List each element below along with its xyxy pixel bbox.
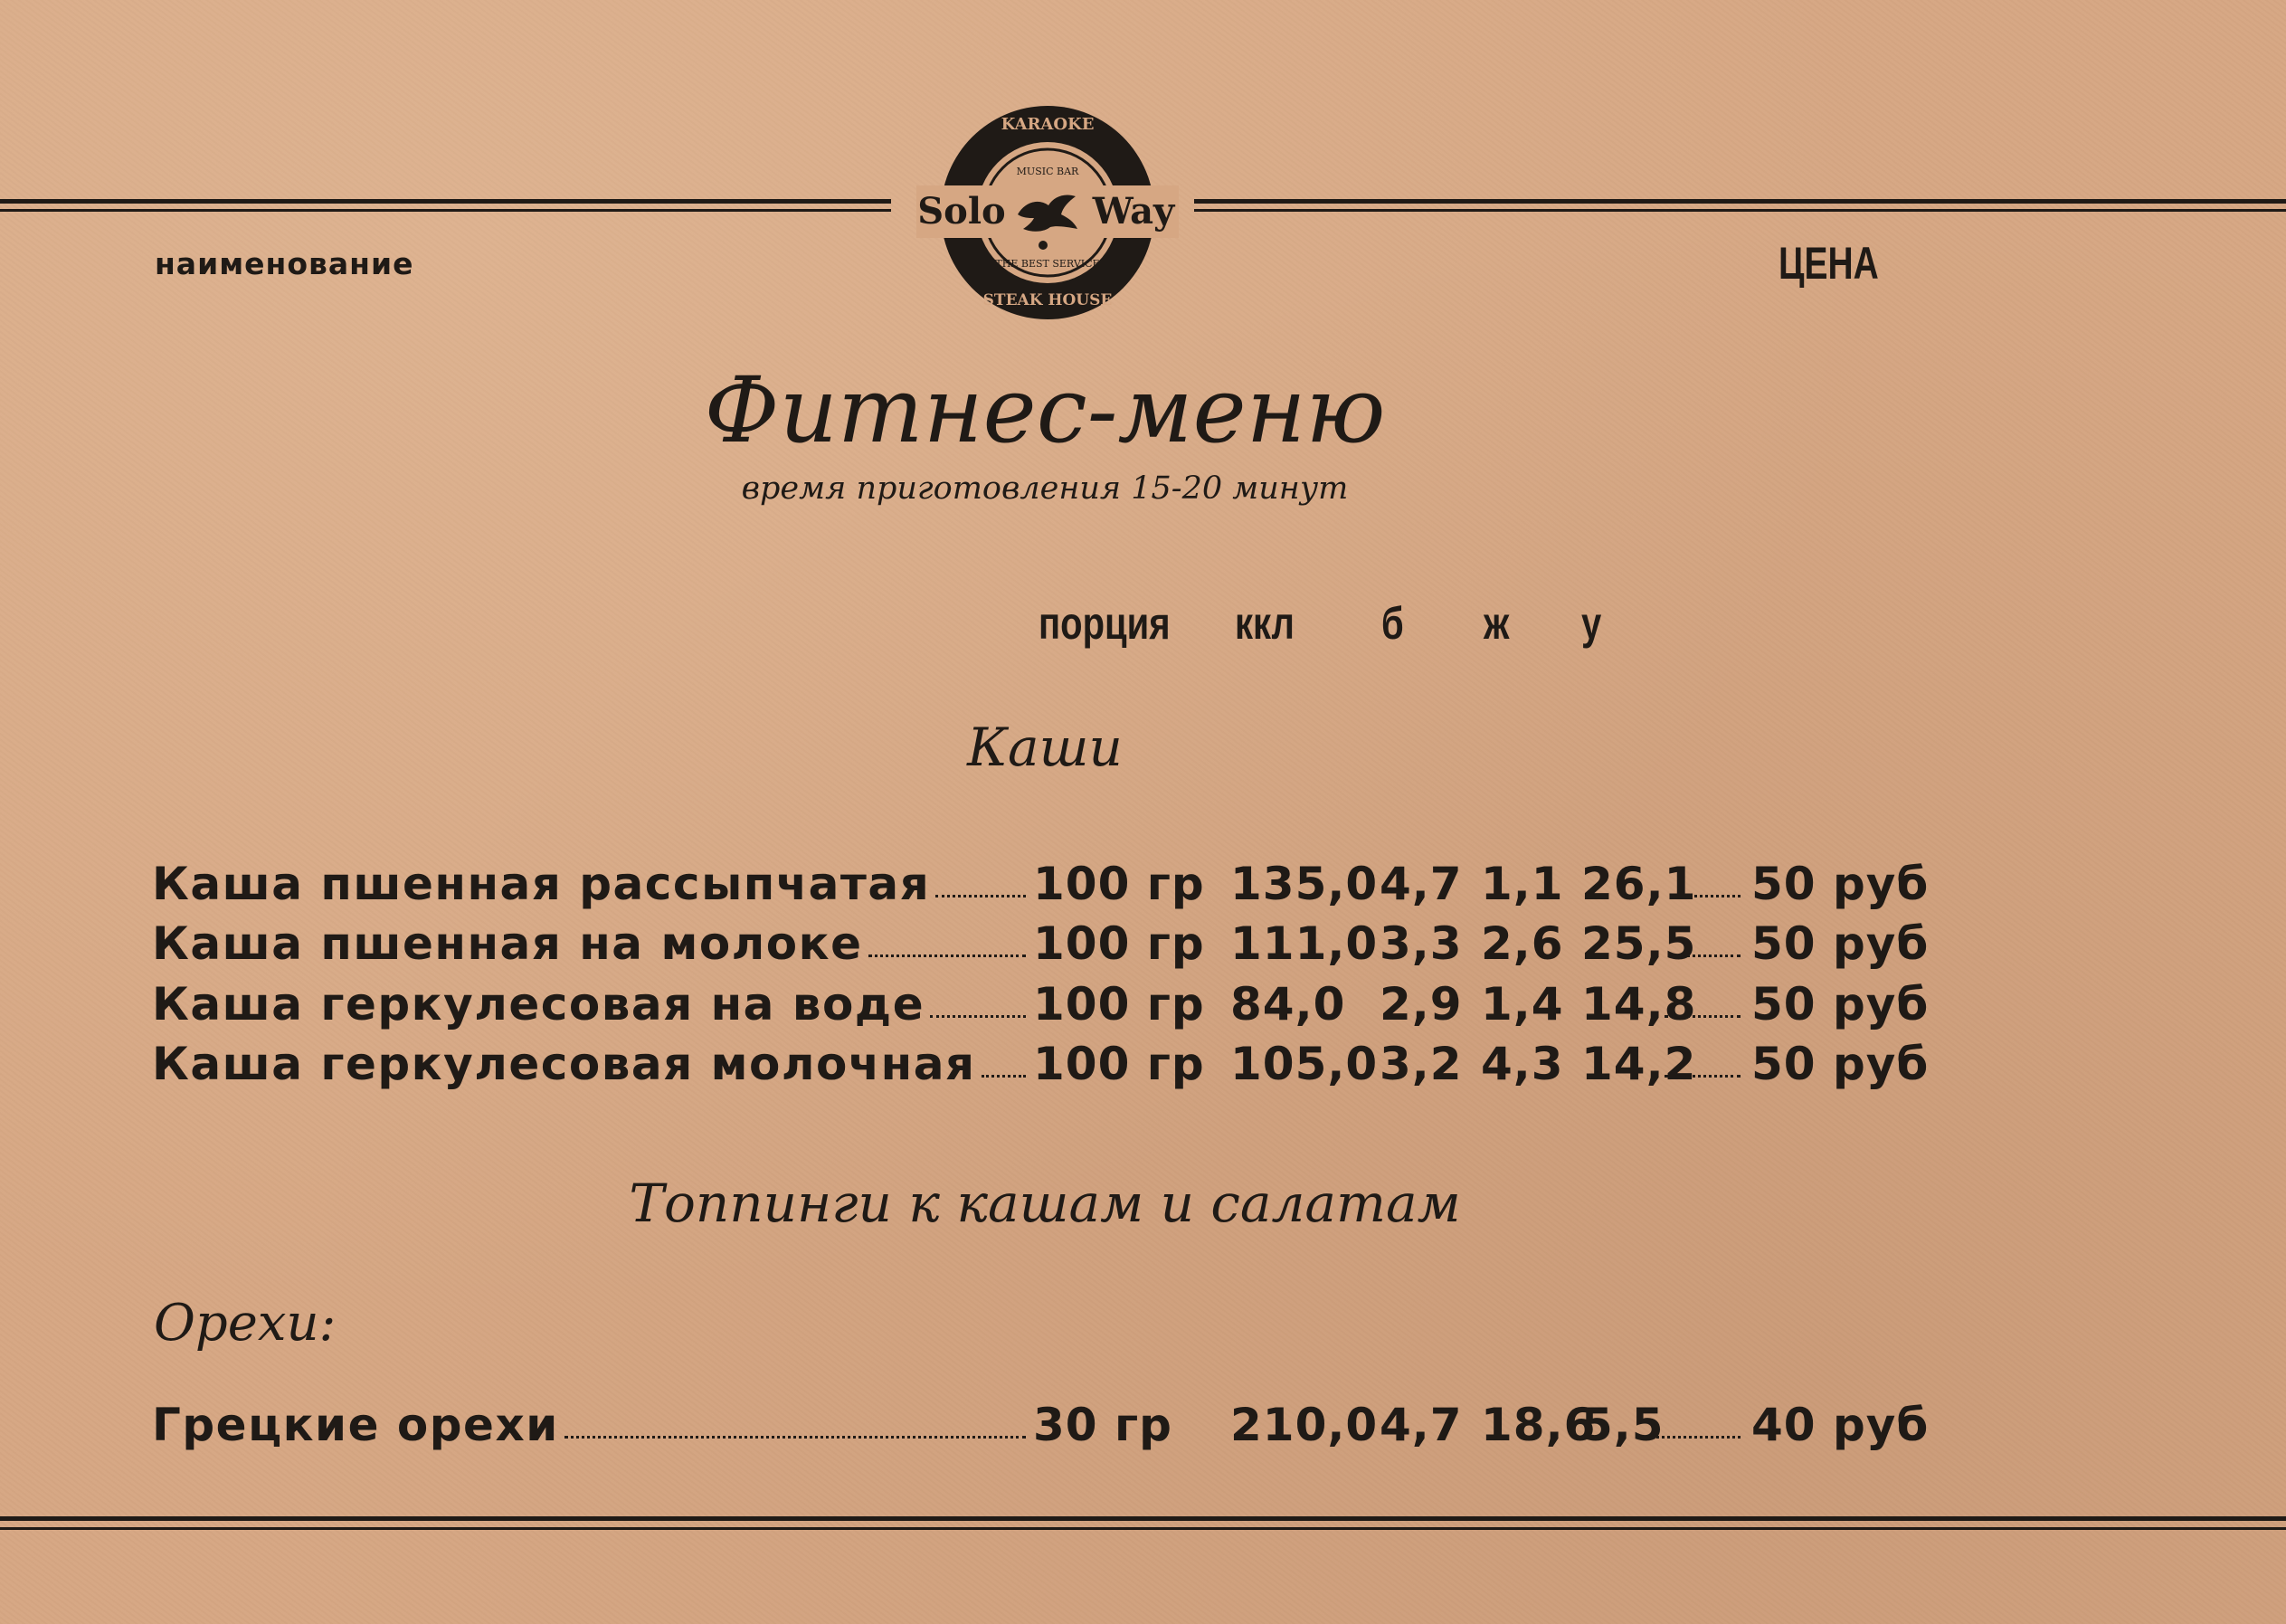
- item-name-leader: [152, 1034, 1029, 1094]
- price-dot-leader: [1675, 914, 1741, 973]
- item-name-leader: [152, 1395, 1029, 1455]
- dot-leader: [982, 1075, 1026, 1078]
- item-portion: 100 гр: [1033, 1038, 1205, 1090]
- logo-bottom-text: STEAK HOUSE: [982, 291, 1113, 309]
- menu-item-row: [0, 1034, 2286, 1094]
- menu-item-row: [0, 974, 2286, 1034]
- item-protein: 4,7: [1380, 1399, 1463, 1451]
- item-protein: 3,3: [1380, 917, 1463, 970]
- bottom-rule-thick: [0, 1516, 2286, 1521]
- item-kcal: 105,0: [1230, 1038, 1379, 1090]
- item-fat: 1,1: [1481, 858, 1564, 910]
- item-portion: 30 гр: [1033, 1399, 1172, 1451]
- price-dot-leader: [1672, 854, 1741, 914]
- logo-inner-bottom: THE BEST SERVICE: [995, 258, 1100, 270]
- item-name-leader: [152, 914, 1029, 973]
- item-carbs: 26,1: [1581, 858, 1697, 910]
- item-name: Каша геркулесовая молочная: [152, 1038, 976, 1090]
- dot-leader: [564, 1436, 1026, 1439]
- item-price: 50 руб: [1751, 978, 1930, 1030]
- item-name-leader: [152, 854, 1029, 914]
- section-title: Топпинги к кашам и салатам: [629, 1173, 1461, 1234]
- subsection-title: Орехи:: [154, 1294, 337, 1353]
- logo-inner-top: MUSIC BAR: [1016, 166, 1079, 177]
- top-rule-thick-right: [1194, 199, 2286, 204]
- top-rule-thick: [0, 199, 891, 204]
- item-kcal: 135,0: [1230, 858, 1379, 910]
- item-carbs: 14,8: [1581, 978, 1697, 1030]
- item-kcal: 210,0: [1230, 1399, 1379, 1451]
- item-carbs: 25,5: [1581, 917, 1697, 970]
- item-fat: 18,6: [1481, 1399, 1597, 1451]
- item-protein: 3,2: [1380, 1038, 1463, 1090]
- logo-right-text: Way: [1092, 190, 1175, 233]
- price-dot-leader: [1665, 974, 1741, 1034]
- dot-leader: [930, 1015, 1026, 1018]
- item-name-leader: [152, 974, 1029, 1034]
- item-kcal: 84,0: [1230, 978, 1346, 1030]
- page-title: Фитнес-меню: [704, 357, 1386, 463]
- item-carbs: 14,2: [1581, 1038, 1697, 1090]
- item-name: Каша пшенная на молоке: [152, 917, 863, 970]
- item-portion: 100 гр: [1033, 858, 1205, 910]
- dot-leader: [935, 895, 1026, 897]
- item-name: Каша геркулесовая на воде: [152, 978, 925, 1030]
- price-dot-leader: [1665, 1034, 1741, 1094]
- item-protein: 2,9: [1380, 978, 1463, 1030]
- item-price: 40 руб: [1751, 1399, 1930, 1451]
- bottom-rule-thin: [0, 1527, 2286, 1530]
- page-subtitle: время приготовления 15-20 минут: [741, 470, 1349, 507]
- item-fat: 1,4: [1481, 978, 1564, 1030]
- item-price: 50 руб: [1751, 917, 1930, 970]
- menu-item-row: [0, 914, 2286, 973]
- price-dot-leader: [1646, 1395, 1741, 1455]
- logo-left-text: Solo: [917, 190, 1006, 233]
- section-title: Каши: [967, 717, 1123, 778]
- item-fat: 4,3: [1481, 1038, 1564, 1090]
- name-column-label: наименование: [155, 246, 414, 281]
- item-portion: 100 гр: [1033, 917, 1205, 970]
- item-price: 50 руб: [1751, 858, 1930, 910]
- top-rule-thin: [0, 209, 891, 212]
- item-name: Грецкие орехи: [152, 1399, 559, 1451]
- item-fat: 2,6: [1481, 917, 1564, 970]
- price-column-label: ЦЕНА: [1779, 238, 1879, 289]
- column-fat: ж: [1484, 598, 1510, 649]
- item-price: 50 руб: [1751, 1038, 1930, 1090]
- menu-item-row: [0, 854, 2286, 914]
- top-rule-thin-right: [1194, 209, 2286, 212]
- item-portion: 100 гр: [1033, 978, 1205, 1030]
- item-carbs: 5,5: [1581, 1399, 1665, 1451]
- column-protein: б: [1381, 598, 1404, 649]
- column-kcal: ккл: [1235, 598, 1295, 649]
- solo-way-logo: [916, 86, 1179, 330]
- item-kcal: 111,0: [1230, 917, 1379, 970]
- item-name: Каша пшенная рассыпчатая: [152, 858, 931, 910]
- column-portion: порция: [1039, 598, 1171, 649]
- logo-top-text: KARAOKE: [1001, 115, 1095, 134]
- item-protein: 4,7: [1380, 858, 1463, 910]
- column-carbs: у: [1581, 598, 1602, 649]
- dot-leader: [868, 954, 1027, 957]
- menu-item-row: [0, 1395, 2286, 1455]
